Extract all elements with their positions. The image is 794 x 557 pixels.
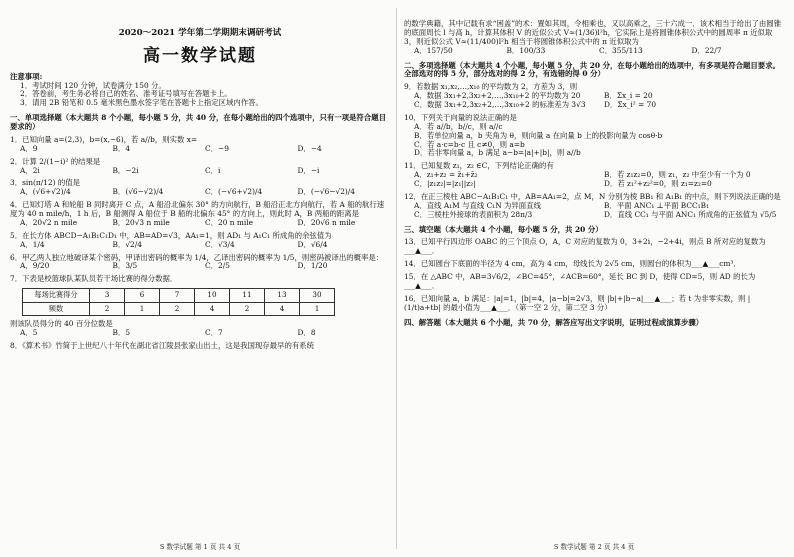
page-footer-right: S 数学试题 第 2 页 共 4 页 (553, 543, 635, 552)
option-b[interactable]: B．√2/4 (112, 239, 142, 249)
table-cell: 4 (265, 302, 300, 316)
option-b[interactable]: B．若单位向量 a，b 夹角为 θ，则向量 a 在向量 b 上的投影向量为 cosθ·b (414, 130, 663, 140)
options (404, 202, 784, 220)
option-c[interactable]: C．20 n mile (205, 217, 254, 227)
table-cell: 7 (160, 289, 195, 303)
option-b[interactable]: B．(√6−√2)/4 (112, 187, 164, 197)
question-7 (10, 275, 390, 338)
option-b[interactable]: B．20√3 n mile (112, 217, 170, 227)
option-a[interactable]: A．9 (20, 143, 38, 153)
table-row-label: 每场比赛得分 (23, 289, 90, 303)
question-stem: 11．已知复数 z₁，z₂ ∈C，下列结论正确的有 (404, 161, 554, 171)
question-16: 16．已知向量 a，b 满足：|a|=1，|b|=4，|a−b|=2√3，则 |b|+|b−a|___▲___；若 t 为非零实数，则 |(1/t)a+tb| 的最小值为___▲___．（第一空 2 分，第二空 3 分） (404, 293, 751, 312)
option-d[interactable]: D．(−√6−√2)/4 (297, 187, 355, 197)
option-a[interactable]: A．若 a//b，b//c，则 a//c (414, 121, 503, 131)
option-b[interactable]: B．5 (112, 328, 131, 338)
option-c[interactable]: C．2/5 (205, 261, 230, 271)
option-b[interactable]: B．Σx_i = 20 (604, 91, 653, 101)
option-c[interactable]: C．(−√6+√2)/4 (205, 187, 263, 197)
table-cell: 13 (265, 289, 300, 303)
option-b[interactable]: B．100/33 (506, 45, 546, 55)
section-fill-in: 三、填空题（本大题共 4 个小题，每小题 5 分，共 20 分） (404, 224, 603, 234)
option-c[interactable]: C．|z₁z₂|=|z₁||z₂| (414, 179, 476, 188)
option-b[interactable]: B．−2i (112, 165, 139, 175)
option-a[interactable]: A．z₁+z₂ = z̄₁+z̄₂ (414, 170, 478, 180)
question-4 (10, 201, 390, 228)
option-c[interactable]: C．7 (205, 328, 223, 338)
left-column (10, 0, 390, 557)
options (404, 171, 784, 189)
question-stem: 3．sin(π/12) 的值是 (10, 178, 81, 188)
option-d[interactable]: D．若非零向量 a，b 满足 a−b=|a|+|b|，则 a//b (414, 148, 581, 158)
table-cell: 10 (195, 289, 230, 303)
option-c[interactable]: C．−9 (205, 143, 229, 153)
table-cell: 4 (195, 302, 230, 316)
options (404, 47, 784, 56)
question-12 (404, 193, 784, 220)
table-cell: 30 (300, 289, 335, 303)
question-5 (10, 232, 390, 250)
section-multi-choice: 二、多项选择题（本大题共 4 个小题，每小题 5 分，共 20 分，在每小题给出的选项中，有多项是符合题目要求。全部选对的得 5 分，部分选对的得 2 分，有选错的得 0 分） (404, 60, 780, 79)
notes-heading: 注意事项: (10, 71, 43, 81)
table-cell: 1 (125, 302, 160, 316)
option-d[interactable]: D．8 (297, 328, 316, 338)
option-a[interactable]: A．1/4 (20, 239, 45, 249)
table-cell: 2 (160, 302, 195, 316)
question-11 (404, 162, 784, 189)
question-1 (10, 136, 390, 154)
options (10, 188, 390, 197)
options (10, 145, 390, 154)
question-14: 14．已知圆台下底面的半径为 4 cm，高为 4 cm，母线长为 2√5 cm，则圆台的体积为___▲___cm³． (404, 259, 741, 269)
option-a[interactable]: A．直线 A₁M 与直线 C₁N 为异面直线 (414, 200, 541, 210)
question-9 (404, 83, 784, 110)
options (10, 262, 390, 271)
option-d[interactable]: D．−4 (297, 143, 322, 153)
exam-title: 2020～2021 学年第二学期期末调研考试 (118, 28, 282, 38)
question-2 (10, 158, 390, 176)
question-13: 13．已知平行四边形 OABC 的三个顶点 O，A，C 对应的复数为 0，3+2i，−2+4i，则点 B 所对应的复数为___▲___． (404, 237, 766, 256)
options (404, 92, 784, 110)
question-6 (10, 254, 390, 272)
option-c[interactable]: C．√3/4 (205, 239, 235, 249)
table-row (23, 302, 335, 316)
section-answer: 四、解答题（本大题共 6 个小题，共 70 分，解答应写出文字说明，证明过程或演算步骤） (404, 317, 704, 327)
table-cell: 6 (125, 289, 160, 303)
note-item: 1．考试时间 120 分钟，试卷满分 150 分。 (20, 80, 166, 90)
option-d[interactable]: D．22/7 (691, 45, 722, 55)
section-single-choice: 一、单项选择题（本大题共 8 个小题，每小题 5 分，共 40 分，在每小题给出的四个选项中，只有一项是符合题目要求的） (10, 113, 386, 132)
table-cell: 1 (300, 302, 335, 316)
question-stem: 5．在长方体 ABCD−A₁B₁C₁D₁ 中，AB=AD=√3，AA₁=1，则 AD₁ 与 A₁C₁ 所成角的余弦值为 (10, 230, 332, 240)
question-stem: 2．计算 2/(1−i)² 的结果是 (10, 156, 101, 166)
option-c[interactable]: C．若 a·c=b·c 且 c≠0，则 a=b (414, 139, 525, 149)
option-b[interactable]: B．4 (112, 143, 131, 153)
question-stem: 6．甲乙两人独立地破译某个密码，甲译出密码的概率为 1/4，乙译出密码的概率为 1/5，则密码被译出的概率是： (10, 252, 384, 262)
score-frequency-table (22, 288, 335, 316)
options (10, 219, 390, 228)
question-stem: 9．若数据 x₁,x₂,…,x₁₀ 的平均数为 2，方差为 3，则 (404, 82, 578, 92)
subject-title: 高一数学试题 (143, 46, 257, 67)
option-a[interactable]: A．20√2 n mile (20, 217, 78, 227)
option-a[interactable]: A．9/20 (20, 261, 50, 271)
page-footer-left: S 数学试题 第 1 页 共 4 页 (159, 543, 241, 552)
option-d[interactable]: D．√6/4 (297, 239, 328, 249)
question-stem: 4．已知灯塔 A 和轮船 B 同时离开 C 点，A 船沿北偏东 30° 的方向航行，B 船沿正北方向航行，若 A 船的航行速度为 40 n mile/h，1 h 后，B 船测得 A 船位于 B 船的北偏东 45° 的方向上，则此时 A，B 两船的距离是 (10, 200, 385, 219)
question-8 (10, 342, 390, 351)
option-d[interactable]: D．20√6 n mile (297, 217, 356, 227)
option-b[interactable]: B．3/5 (112, 261, 138, 271)
table-cell: 3 (90, 289, 125, 303)
option-d[interactable]: D．直线 CC₁ 与平面 ANC₁ 所成角的正弦值为 √5/5 (604, 209, 777, 219)
option-b[interactable]: B．若 z₁z₂=0，则 z₁，z₂ 中至少有一个为 0 (604, 170, 751, 180)
right-column (404, 0, 784, 557)
options (10, 329, 390, 338)
option-c[interactable]: C．i (205, 165, 221, 175)
option-d[interactable]: D．1/20 (297, 261, 328, 271)
question-8-continued (404, 20, 784, 56)
option-b[interactable]: B．平面 ANC₁ ⊥平面 BCC₁B₁ (604, 200, 710, 210)
options (10, 241, 390, 250)
question-stem: 的数学典籍，其中记载有求“困盖”的术：置如其周，令相乘也，又以高乘之，三十六成一．该术相当于给出了由圆锥的底面周长 l 与高 h，计算其体积 V 的近似公式 V≈(1/36)l²h，它实际上是将圆锥体积公式中的圆周率 π 近似取 3，则近似公式 V≈(11/400)l²h 相当于将圆锥体积公式中的 π 近似取为 (404, 19, 782, 46)
option-a[interactable]: A．5 (20, 328, 38, 338)
note-item: 3．请用 2B 铅笔和 0.5 毫米黑色墨水签字笔在答题卡上指定区域内作答。 (20, 98, 263, 108)
question-followup: 则该队员得分的 40 百分位数是 (10, 319, 113, 329)
note-item: 2．答卷前，考生务必将自己的姓名、准考证号填写在答题卡上。 (20, 89, 232, 99)
question-3 (10, 179, 390, 197)
option-c[interactable]: C．数据 3x₁+2,3x₂+2,…,3x₁₀+2 的标准差为 3√3 (414, 100, 586, 109)
column-divider (396, 8, 397, 549)
table-row (23, 289, 335, 303)
option-a[interactable]: A．2i (20, 165, 40, 175)
option-a[interactable]: A．157/50 (414, 45, 453, 55)
table-row-label: 频数 (23, 302, 90, 316)
question-stem: 1．已知向量 a=(2,3)，b=(x,−6)，若 a//b，则实数 x= (10, 134, 198, 144)
table-cell: 2 (90, 302, 125, 316)
option-d[interactable]: D．−i (297, 165, 320, 175)
question-stem: 7．下表是校篮球队某队员若干场比赛的得分数据． (10, 274, 178, 284)
question-stem: 10．下列关于向量的说法正确的是 (404, 112, 517, 122)
options (10, 167, 390, 176)
option-c[interactable]: C．三棱柱外接球的表面积为 28π/3 (414, 209, 533, 219)
option-d[interactable]: D．若 z₁²+z₂²=0，则 z₁=z₂=0 (604, 179, 712, 188)
option-d[interactable]: D．Σx_i² = 70 (604, 100, 657, 109)
question-stem: 12．在正三棱柱 ABC−A₁B₁C₁ 中，AB=AA₁=2，点 M，N 分别为棱 BB₁ 和 A₁B₁ 的中点，则下列说法正确的是 (404, 191, 781, 201)
question-10 (404, 114, 784, 158)
table-cell: 2 (230, 302, 265, 316)
option-a[interactable]: A．(√6+√2)/4 (20, 187, 71, 197)
option-c[interactable]: C．355/113 (599, 45, 643, 55)
option-a[interactable]: A．数据 3x₁+2,3x₂+2,…,3x₁₀+2 的平均数为 20 (414, 91, 581, 101)
table-cell: 11 (230, 289, 265, 303)
question-stem: 8．《算术书》竹简于上世纪八十年代在湖北省江陵县张家山出土，这是我国现存最早的有系统 (10, 341, 315, 351)
question-15: 15．在 △ABC 中，AB=3√6/2，∠BC=45°，∠ACB=60°，延长 BC 到 D，使得 CD=5，则 AD 的长为___▲___． (404, 272, 756, 290)
